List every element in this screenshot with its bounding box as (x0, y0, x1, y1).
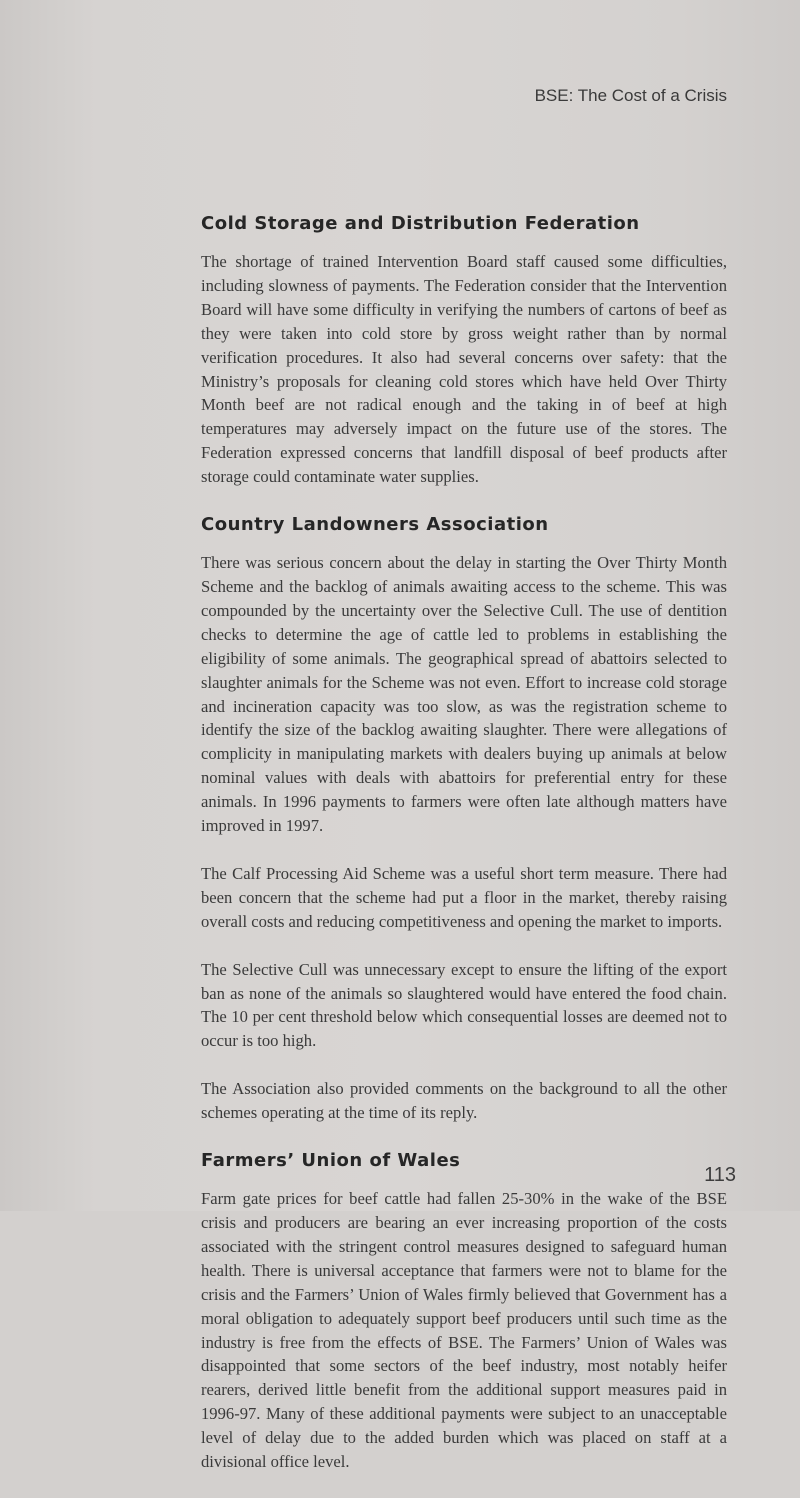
section-heading: Cold Storage and Distribution Federation (201, 213, 640, 234)
section-heading: Farmers’ Union of Wales (201, 1150, 461, 1172)
paragraph: The shortage of trained Intervention Board staff caused some difficulties, including slowness of payments. The Federation consider that the Intervention Board will have some difficulty in verifying the numbers of cartons of beef as they were taken into cold store by gross weight rather than by normal verification procedures. It also had several concerns over safety: that the Ministry’s proposals for cleaning cold stores which have held Over Thirty Month beef are not radical enough and the taking in of beef at high temperatures may adversely impact on the future use of the stores. The Federation expressed concerns that landfill disposal of beef products after storage could contaminate water supplies. (201, 252, 727, 487)
paragraph: The Selective Cull was unnecessary except to ensure the lifting of the export ban as none of the animals so slaughtered would have entered the food chain. The 10 per cent threshold below which consequential losses are deemed not to occur is too high. (201, 959, 727, 1051)
section-farmers-union-wales (201, 1149, 727, 1474)
section-heading: Country Landowners Association (201, 514, 549, 536)
paragraph: The Calf Processing Aid Scheme was a useful short term measure. There had been concern that the scheme had put a floor in the market, thereby raising overall costs and reducing competitiveness and opening the market to imports. (201, 863, 727, 931)
section-cold-storage (201, 212, 727, 489)
section-country-landowners (201, 513, 727, 1125)
paragraph: Farm gate prices for beef cattle had fallen 25-30% in the wake of the BSE crisis and producers are bearing an ever increasing proportion of the costs associated with the stringent control measures designed to safeguard human health. There is universal acceptance that farmers were not to blame for the crisis and the Farmers’ Union of Wales firmly believed that Government has a moral obligation to adequately support beef producers until such time as the industry is free from the effects of BSE. The Farmers’ Union of Wales was disappointed that some sectors of the beef industry, most notably heifer rearers, derived little benefit from the additional support measures paid in 1996-97. Many of these additional payments were subject to an unacceptable level of delay due to the added burden which was placed on staff at a divisional office level. (201, 1189, 727, 1472)
paragraph: There was serious concern about the delay in starting the Over Thirty Month Scheme and the backlog of animals awaiting access to the scheme. This was compounded by the uncertainty over the Selective Cull. The use of dentition checks to determine the age of cattle led to problems in establishing the eligibility of some animals. The geographical spread of abattoirs selected to slaughter animals for the Scheme was not even. Effort to increase cold storage and incineration capacity was too slow, as was the registration scheme to identify the size of the backlog awaiting slaughter. There were allegations of complicity in manipulating markets with dealers buying up animals at below nominal values with deals with abattoirs for preferential entry for these animals. In 1996 payments to farmers were often late although matters have improved in 1997. (201, 553, 727, 836)
page-content (201, 212, 727, 1498)
running-head: BSE: The Cost of a Crisis (534, 86, 727, 105)
page-number: 113 (704, 1164, 736, 1186)
paragraph: The Association also provided comments on the background to all the other schemes operating at the time of its reply. (201, 1079, 727, 1123)
